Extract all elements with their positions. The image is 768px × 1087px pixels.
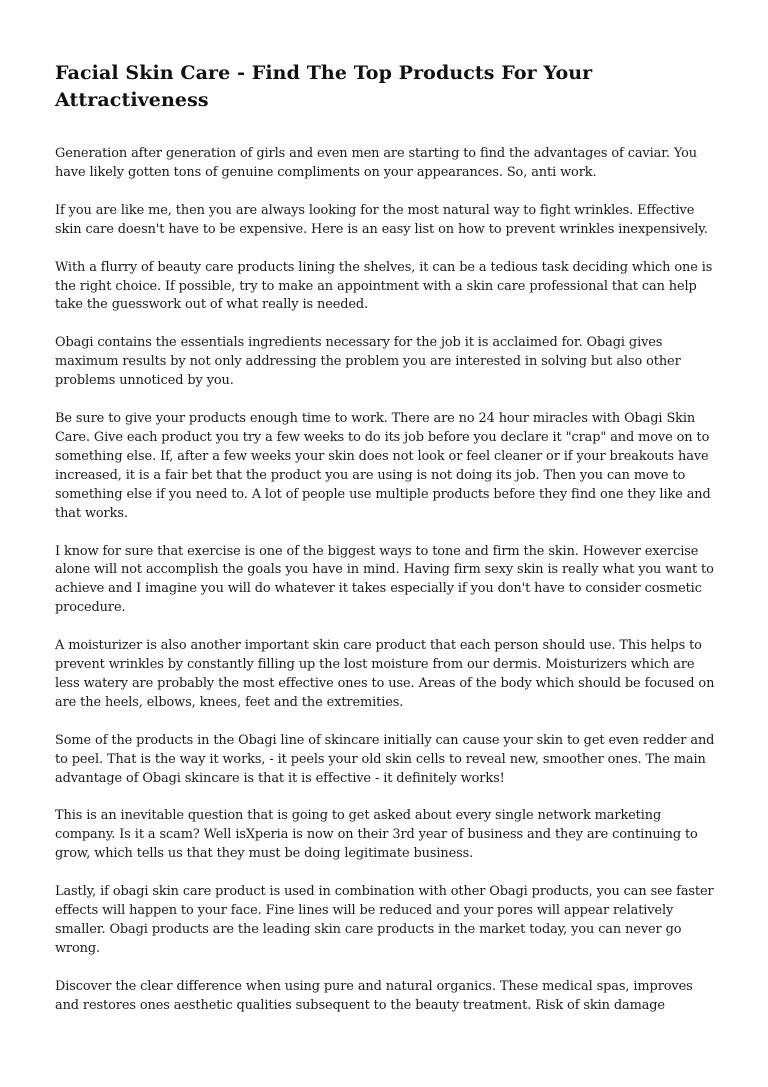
document-page (55, 60, 717, 1035)
paragraph: Lastly, if obagi skin care product is used in combination with other Obagi products, you can see faster effects will happen to your face. Fine lines will be reduced and your pores will appear relatively smaller. Obagi products are the leading skin care products in the market today, you can never go wrong. (55, 884, 714, 956)
paragraph: This is an inevitable question that is going to get asked about every single network marketing company. Is it a scam? Well isXperia is now on their 3rd year of business and they are continuing to grow, which tells us that they must be doing legitimate business. (55, 808, 698, 862)
paragraph: Obagi contains the essentials ingredients necessary for the job it is acclaimed for. Obagi gives maximum results by not only addressing the problem you are interested in solving but also other problems unnoticed by you. (55, 335, 681, 389)
paragraph: Generation after generation of girls and even men are starting to find the advantages of caviar. You have likely gotten tons of genuine compliments on your appearances. So, anti work. (55, 146, 697, 180)
paragraph: With a flurry of beauty care products lining the shelves, it can be a tedious task deciding which one is the right choice. If possible, try to make an appointment with a skin care professional that can help take the guesswork out of what really is needed. (55, 259, 713, 313)
paragraph: A moisturizer is also another important skin care product that each person should use. This helps to prevent wrinkles by constantly filling up the lost moisture from our dermis. Moisturizers which are less watery are probably the most effective ones to use. Areas of the body which should be focused on are the heels, elbows, knees, feet and the extremities. (55, 638, 715, 710)
paragraph: I know for sure that exercise is one of the biggest ways to tone and firm the skin. However exercise alone will not accomplish the goals you have in mind. Having firm sexy skin is really what you want to achieve and I imagine you will do whatever it takes especially if you don't have to consider cosmetic procedure. (55, 543, 714, 616)
paragraph: Be sure to give your products enough time to work. There are no 24 hour miracles with Obagi Skin Care. Give each product you try a few weeks to do its job before you declare it "crap" and move on to something else. If, after a few weeks your skin does not look or feel cleaner or if your breakouts have increased, it is a fair bet that the product you are using is not doing its job. Then you can move to something else if you need to. A lot of people use multiple products before they find one they like and that works. (55, 411, 711, 521)
document-title: Facial Skin Care - Find The Top Products For Your Attractiveness (55, 62, 593, 111)
paragraph: Some of the products in the Obagi line of skincare initially can cause your skin to get even redder and to peel. That is the way it works, - it peels your old skin cells to reveal new, smoother ones. The main advantage of Obagi skincare is that it is effective - it definitely works! (55, 732, 715, 786)
paragraph: Discover the clear difference when using pure and natural organics. These medical spas, improves and restores ones aesthetic qualities subsequent to the beauty treatment. Risk of skin damage (55, 978, 693, 1013)
paragraph: If you are like me, then you are always looking for the most natural way to fight wrinkles. Effective skin care doesn't have to be expensive. Here is an easy list on how to prevent wrinkles inexpensively. (55, 202, 708, 237)
